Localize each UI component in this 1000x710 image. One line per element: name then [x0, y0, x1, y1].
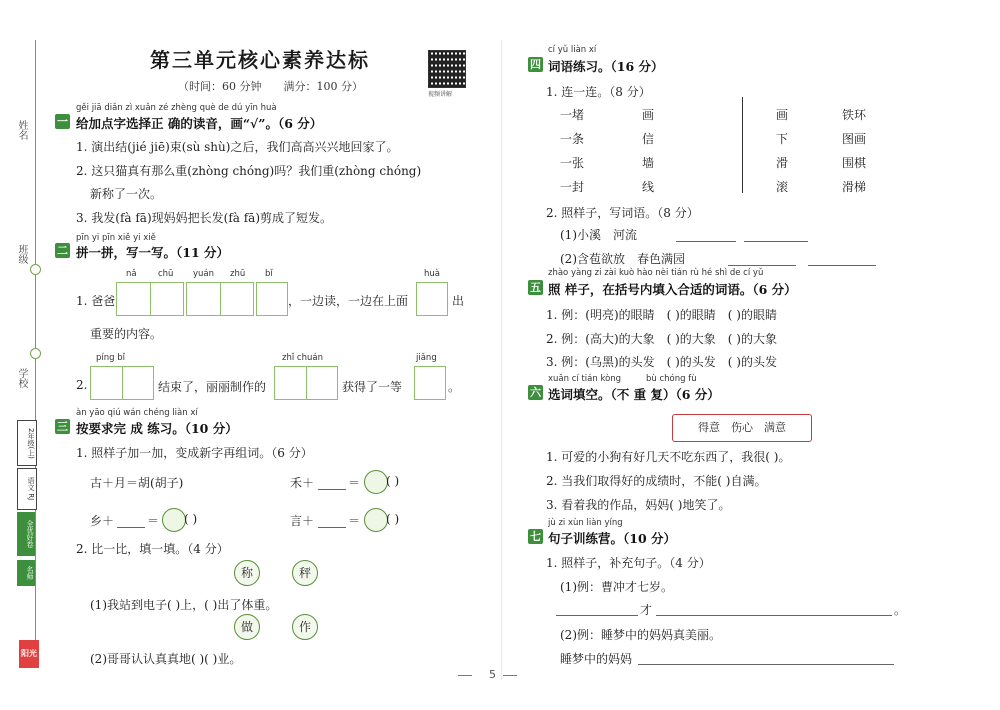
char-option: 作 [292, 614, 318, 640]
question-2-text: 结束了，丽丽制作的 [158, 380, 267, 394]
section-badge: 四 [530, 58, 541, 71]
section-pinyin: bù chóng fù [646, 374, 697, 384]
qr-code-icon[interactable] [428, 50, 466, 88]
answer-blank[interactable] [744, 240, 808, 242]
section-badge: 三 [57, 420, 68, 433]
question-1: 1. 照样子加一加，变成新字再组词。（6 分） [76, 446, 313, 460]
section-pinyin: zhào yàng zi zài kuò hào nèi tián rù hé shì de cí yǔ [548, 268, 764, 278]
answer-blank[interactable] [638, 663, 894, 665]
match-left: 一条 [560, 132, 585, 146]
section-pinyin: cí yǔ liàn xí [548, 45, 597, 55]
match-right: 滑梯 [842, 180, 867, 194]
fill-row: 3. 例：(乌黑)的头发 ( )的头发 ( )的头发 [546, 355, 777, 369]
question-2-text: 获得了一等 [342, 380, 403, 394]
writing-grid[interactable] [416, 282, 448, 316]
page-title: 第三单元核心素养达标 [150, 48, 370, 72]
name-label: 姓名 [16, 120, 27, 140]
section-pinyin: jù zi xùn liàn yíng [548, 518, 623, 528]
match-divider [742, 97, 743, 193]
section-pinyin: gěi jiā diǎn zì xuǎn zé zhèng què de dú yīn huà [76, 103, 277, 113]
writing-grid[interactable] [256, 282, 288, 316]
section-pinyin: pīn yi pīn xiě yi xiě [76, 233, 156, 243]
question-2-2: (2)含苞欲放 春色满园 [560, 252, 685, 266]
binding-hole [30, 348, 41, 359]
match-left: 滑 [776, 156, 789, 170]
answer-blank[interactable] [656, 614, 892, 616]
page-number: 5 [489, 668, 496, 681]
equals: ＝ [348, 514, 361, 528]
example-2: (2)例：睡梦中的妈妈真美丽。 [560, 628, 721, 642]
answer-circle[interactable] [364, 508, 388, 532]
question-2-text: 。 [448, 380, 461, 394]
section-title: 句子训练营。（10 分） [548, 531, 676, 546]
sidebar-line [35, 40, 36, 650]
question-2: 2. 当我们取得好的成绩时，不能( )自满。 [546, 474, 767, 488]
example: 古＋月＝胡(胡子) [90, 476, 184, 490]
word-bank: 得意 伤心 满意 [672, 414, 812, 442]
match-right: 图画 [842, 132, 867, 146]
writing-grid[interactable] [414, 366, 446, 400]
section-title: 拼一拼，写一写。（11 分） [76, 245, 229, 260]
question-1: 1. 爸爸 [76, 294, 116, 308]
match-left: 滚 [776, 180, 789, 194]
match-left: 一封 [560, 180, 585, 194]
brand-tag: 名师 [17, 560, 35, 586]
footer-dash [458, 675, 472, 676]
equals: ＝ [147, 514, 160, 528]
pinyin-syllable: nǎ [126, 269, 137, 279]
question-2-cont: 新称了一次。 [90, 187, 163, 201]
match-left: 一张 [560, 156, 585, 170]
answer-blank[interactable] [676, 240, 736, 242]
match-right: 铁环 [842, 108, 867, 122]
section-title: 给加点字选择正 确的读音，画“√”。（6 分） [76, 116, 323, 131]
answer-blank[interactable] [318, 488, 346, 490]
grade-tag: 2年级(上) [17, 420, 37, 466]
school-label: 学校 [16, 368, 27, 388]
question-2: 2. 这只猫真有那么重(zhòng chóng)吗？我们重(zhòng chóng) [76, 164, 422, 178]
match-left: 一堵 [560, 108, 585, 122]
section-pinyin: àn yāo qiú wán chéng liàn xí [76, 408, 198, 418]
publisher-logo: 阳光 [19, 640, 39, 668]
question-3: 3. 我发(fà fā)现妈妈把长发(fà fā)剪成了短发。 [76, 211, 333, 225]
question-1-text: ，一边读，一边在上面 [288, 294, 409, 308]
add-left: 言＋ [290, 514, 315, 528]
answer-circle[interactable] [162, 508, 186, 532]
match-right: 画 [642, 108, 655, 122]
question-1: 1. 连一连。（8 分） [546, 85, 651, 99]
answer-blank[interactable] [808, 264, 876, 266]
equals: ＝ [348, 476, 361, 490]
example-1: (1)例：曹冲才七岁。 [560, 580, 673, 594]
pinyin-syllable: bǐ [265, 269, 273, 279]
match-right: 围棋 [842, 156, 867, 170]
answer-paren: ( ) [386, 474, 400, 488]
answer-blank[interactable] [556, 614, 638, 616]
section-badge: 七 [530, 530, 541, 543]
series-tag: 全优好卷 [17, 512, 35, 556]
question-2-1: (1)小溪 河流 [560, 228, 637, 242]
answer-blank[interactable] [117, 526, 145, 528]
pinyin-syllable: píng bǐ [96, 353, 125, 363]
match-right: 信 [642, 132, 655, 146]
period: 。 [894, 603, 907, 617]
writing-grid[interactable] [116, 282, 184, 316]
answer-circle[interactable] [364, 470, 388, 494]
footer-dash [503, 675, 517, 676]
section-badge: 五 [530, 281, 541, 294]
page-divider [501, 40, 502, 680]
writing-grid[interactable] [186, 282, 254, 316]
question-2: 2. 比一比，填一填。（4 分） [76, 542, 229, 556]
pinyin-syllable: yuán [193, 269, 215, 279]
pinyin-syllable: huà [424, 269, 440, 279]
question-1: 1. 照样子，补充句子。（4 分） [546, 556, 711, 570]
match-left: 画 [776, 108, 789, 122]
writing-grid[interactable] [90, 366, 154, 400]
section-pinyin: xuǎn cí tián kòng [548, 374, 622, 384]
section-title: 选词填空。（不 重 复）（6 分） [548, 387, 720, 402]
section-title: 词语练习。（16 分） [548, 59, 664, 74]
answer-blank[interactable] [318, 526, 346, 528]
add-left: 乡＋ [90, 514, 115, 528]
qr-label: 视频讲解 [428, 91, 453, 98]
page-subtitle: （时间：60 分钟 满分：100 分） [178, 80, 363, 93]
match-right: 墙 [642, 156, 655, 170]
add-left: 禾＋ [290, 476, 315, 490]
section-badge: 一 [57, 115, 68, 128]
match-right: 线 [642, 180, 655, 194]
answer-paren: ( ) [386, 512, 400, 526]
pinyin-syllable: zhǐ chuán [282, 353, 323, 363]
section-title: 照 样子，在括号内填入合适的词语。（6 分） [548, 282, 797, 297]
writing-grid[interactable] [274, 366, 338, 400]
section-badge: 六 [530, 386, 541, 399]
char-option: 秤 [292, 560, 318, 586]
match-left: 下 [776, 132, 789, 146]
question-2-2: (2)哥哥认认真真地( )( )业。 [90, 652, 242, 666]
binding-hole [30, 264, 41, 275]
fill-row: 1. 例：(明亮)的眼睛 ( )的眼睛 ( )的眼睛 [546, 308, 777, 322]
question-3: 3. 看着我的作品，妈妈( )地笑了。 [546, 498, 731, 512]
question-1: 1. 演出结(jié jiē)束(sù shù)之后，我们高高兴兴地回家了。 [76, 140, 399, 154]
answer-blank[interactable] [728, 264, 796, 266]
question-1: 1. 可爱的小狗有好几天不吃东西了，我很( )。 [546, 450, 791, 464]
pinyin-syllable: chū [158, 269, 174, 279]
char-option: 做 [234, 614, 260, 640]
question-2: 2. [76, 378, 88, 392]
answer-paren: ( ) [184, 512, 198, 526]
fill-row: 2. 例：(高大)的大象 ( )的大象 ( )的大象 [546, 332, 777, 346]
question-1-text: 出 [452, 294, 465, 308]
pinyin-syllable: zhū [230, 269, 246, 279]
class-label: 班级 [16, 244, 27, 264]
question-2: 2. 照样子，写词语。（8 分） [546, 206, 699, 220]
section-title: 按要求完 成 练习。（10 分） [76, 421, 238, 436]
subject-tag: 语文 RJ [17, 468, 37, 510]
fill-word: 才 [640, 603, 653, 617]
char-option: 称 [234, 560, 260, 586]
fill-word: 睡梦中的妈妈 [560, 652, 633, 666]
question-1-cont: 重要的内容。 [90, 327, 163, 341]
section-badge: 二 [57, 244, 68, 257]
question-2-1: (1)我站到电子( )上，( )出了体重。 [90, 598, 278, 612]
pinyin-syllable: jiǎng [416, 353, 437, 363]
